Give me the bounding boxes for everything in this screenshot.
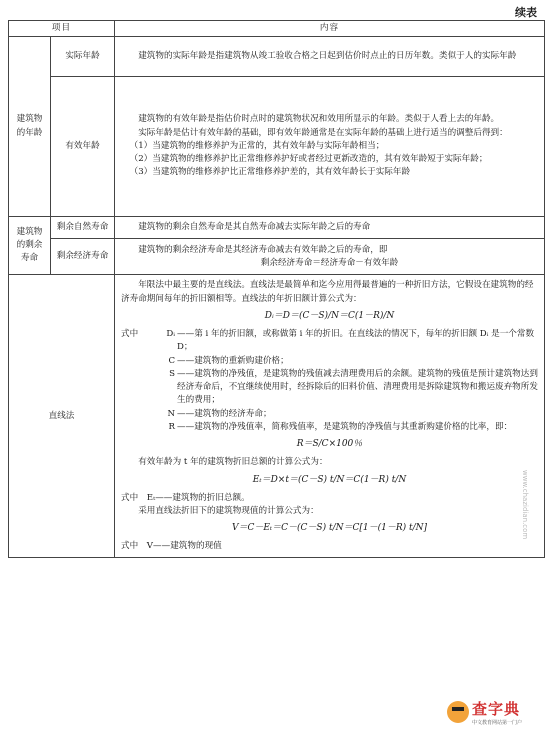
formula-residual-rate: R＝S/C×100％ — [296, 439, 363, 450]
definition-row: N ——建筑物的经济寿命； — [167, 408, 272, 419]
table-header-row — [9, 21, 545, 37]
continued-label: 续表 — [515, 6, 537, 19]
economic-life-text: 建筑物的剩余经济寿命是其经济寿命减去有效年龄之后的寿命，即 剩余经济寿命＝经济寿命－有效年龄 — [115, 239, 545, 275]
formula-annual-depreciation: Dᵢ＝D＝(C－S)/N＝C(1－R)/N — [264, 310, 395, 321]
table-row — [9, 275, 545, 558]
site-logo[interactable] — [447, 695, 547, 729]
natural-life-label: 剩余自然寿命 — [51, 217, 115, 239]
graduation-cap-icon — [447, 701, 469, 723]
formula-total-depreciation: Eₜ＝D×t＝(C－S) t/N＝C(1－R) t/N — [252, 474, 407, 485]
definition-row: R ——建筑物的净残值率，简称残值率，是建筑物的净残值与其重新购建价格的比率，即： — [168, 422, 513, 433]
table-row — [9, 239, 545, 275]
straight-line-content: 年限法中最主要的是直线法。直线法是最简单和迄今应用得最普遍的一种折旧方法，它假设在建筑物的经济寿命期间每年的折旧额相等。直线法的年折旧额计算公式为： Dᵢ＝D＝(C－S)/N＝C(1－R)/N 式中 Dᵢ ——第 i 年的折旧额，或称做第 i 年的折旧。在直线法的情况下，每年的折旧额 Dᵢ 是一个常数 D； C ——建筑物的重新购建价格； S ——建筑物的净残值，是建筑物的残值减去清理费用后的余额。建筑物的残值是预计建筑物达到经济寿命后，不宜继续使用时，经拆除后的旧料价值、清理费用是拆除建筑物和搬运废弃物所发生的费用； N ——建筑物的经济寿命； R ——建筑物的净残值率，简称残值率，是建筑物的净残值与其重新购建价格的比率，即： R＝S/C×100％ 有效年龄为 t 年的建筑物折旧总额的计算公式为： Eₜ＝D×t＝(C－S) t/N＝C(1－R) t/N 式中 Eₜ——建筑物的折旧总额。 采用直线法折旧下的建筑物现值的计算公式为： V＝C－Eₜ＝C－(C－S) t/N＝C[1－(1－R) t/N] 式中 V——建筑物的现值 — [115, 275, 545, 558]
definition-row: 式中 Dᵢ ——第 i 年的折旧额，或称做第 i 年的折旧。在直线法的情况下，每年的折旧额 Dᵢ 是一个常数 D； — [121, 328, 535, 353]
watermark-url: www.chazidian.com — [521, 470, 529, 540]
effective-age-label: 有效年龄 — [51, 77, 115, 217]
definition-row: C ——建筑物的重新购建价格； — [168, 355, 289, 366]
economic-life-label: 剩余经济寿命 — [51, 239, 115, 275]
table-row — [9, 37, 545, 77]
logo-subtitle: 中文教育网站第一门户 — [472, 720, 523, 726]
natural-life-text: 建筑物的剩余自然寿命是其自然寿命减去实际年龄之后的寿命 — [115, 217, 545, 239]
group-remaining-life: 建筑物的剩余寿命 — [9, 217, 51, 275]
depreciation-table — [8, 20, 545, 558]
table-row — [9, 77, 545, 217]
effective-age-text: 建筑物的有效年龄是指估价时点时的建筑物状况和效用所显示的年龄。类似于人看上去的年龄。 实际年龄是估计有效年龄的基础，即有效年龄通常是在实际年龄的基础上进行适当的调整后得到： （1）当建筑物的维修养护为正常的，其有效年龄与实际年龄相当； （2）当建筑物的维修养护比正常维修养护好或者经过更新改造的，其有效年龄短于实际年龄； （3）当建筑物的维修养护比正常维修养护差的，其有效年龄长于实际年龄 — [115, 77, 545, 217]
straight-line-label: 直线法 — [9, 275, 115, 558]
actual-age-label: 实际年龄 — [51, 37, 115, 77]
table-row — [9, 217, 545, 239]
economic-life-formula: 剩余经济寿命＝经济寿命－有效年龄 — [260, 257, 399, 268]
formula-present-value: V＝C－Eₜ＝C－(C－S) t/N＝C[1－(1－R) t/N] — [231, 523, 428, 534]
header-content: 内容 — [115, 21, 545, 37]
group-building-age: 建筑物的年龄 — [9, 37, 51, 217]
logo-title: 查字典 — [472, 700, 521, 718]
header-item: 项目 — [9, 21, 115, 37]
actual-age-text: 建筑物的实际年龄是指建筑物从竣工验收合格之日起到估价时点止的日历年数。类似于人的实际年龄 — [115, 37, 545, 77]
definition-row: S ——建筑物的净残值，是建筑物的残值减去清理费用后的余额。建筑物的残值是预计建筑物达到经济寿命后，不宜继续使用时，经拆除后的旧料价值、清理费用是拆除建筑物和搬运废弃物所发生的费用； — [169, 368, 538, 406]
